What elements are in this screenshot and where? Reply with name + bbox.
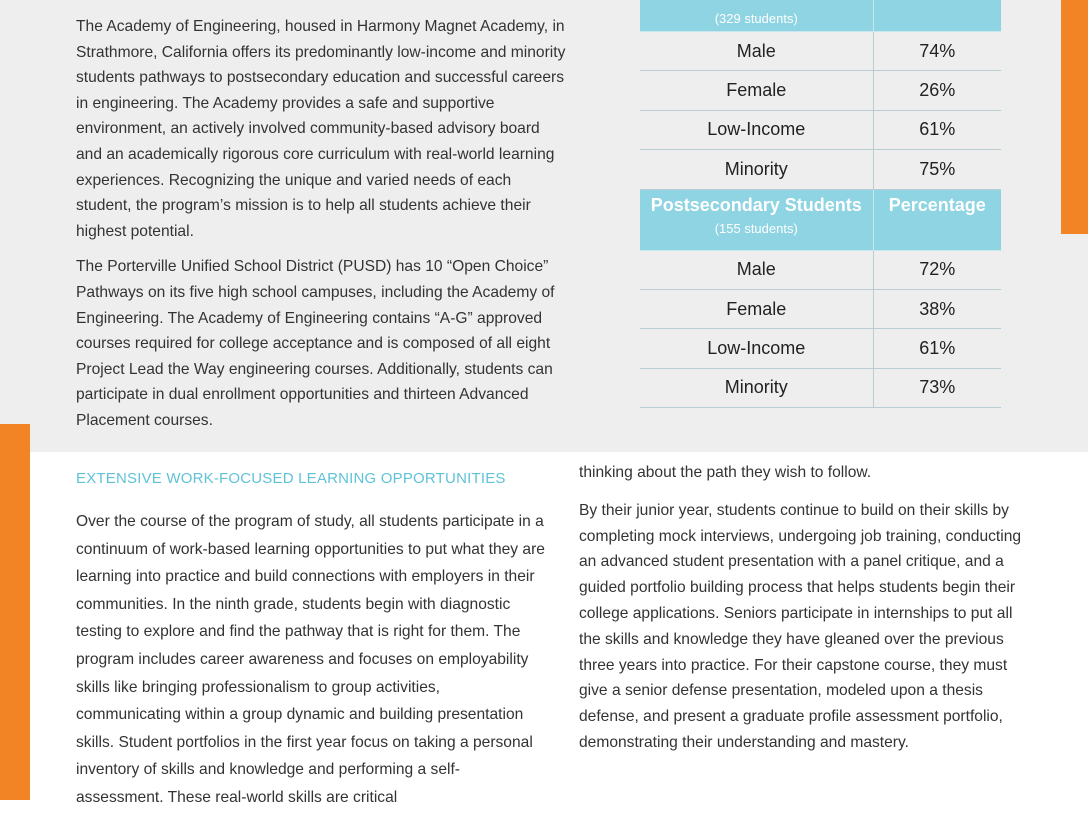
orange-accent-bar-right (1061, 0, 1088, 234)
table-row (640, 289, 1001, 328)
table-row (640, 329, 1001, 368)
left-paragraph: Over the course of the program of study, all students participate in a continuum of work-based learning opportunities to put what they are learning into practice and build connections with employers in their communities. In the ninth grade, students begin with diagnostic testing to explore and find the pathway that is right for them. The program includes career awareness and focuses on employability skills like bringing professionalism to group activities, communicating within a group dynamic and building presentation skills. Student portfolios in the first year focus on taking a personal inventory of skills and knowledge and performing a self-assessment. These real-world skills are critical (76, 513, 545, 806)
section-title: EXTENSIVE WORK-FOCUSED LEARNING OPPORTUNITIES (76, 470, 506, 487)
intro-paragraph-1: The Academy of Engineering, housed in Harmony Magnet Academy, in Strathmore, California offers its predominantly low-income and minority students pathways to postsecondary education and successful careers in engineering. The Academy provides a safe and supportive environment, an actively involved community-based advisory board and an academically rigorous core curriculum with real-world learning experiences. Recognizing the unique and varied needs of each student, the program’s mission is to help all students achieve their highest potential. (76, 18, 566, 240)
postsecondary-students-title: Postsecondary Students (650, 194, 862, 215)
table-row (640, 71, 1001, 110)
right-paragraph-1: thinking about the path they wish to follow. (579, 464, 872, 481)
postsecondary-students-header (640, 189, 1001, 250)
student-demographics-table (640, 0, 1001, 408)
intro-text (76, 14, 566, 444)
orange-accent-bar-left (0, 424, 30, 800)
row-label: Male (640, 32, 873, 71)
left-column-text (76, 508, 546, 824)
row-label: Female (640, 289, 873, 328)
table-row (640, 368, 1001, 407)
row-label: Male (640, 250, 873, 289)
table-row (640, 110, 1001, 149)
row-label: Female (640, 71, 873, 110)
row-label: Low-Income (640, 329, 873, 368)
row-value: 74% (873, 32, 1001, 71)
row-label: Minority (640, 368, 873, 407)
row-value: 72% (873, 250, 1001, 289)
table-row (640, 150, 1001, 189)
row-value: 26% (873, 71, 1001, 110)
row-value: 73% (873, 368, 1001, 407)
right-column-text (579, 460, 1034, 768)
table-row (640, 250, 1001, 289)
row-value: 61% (873, 329, 1001, 368)
row-label: Low-Income (640, 110, 873, 149)
row-value: 75% (873, 150, 1001, 189)
row-label: Minority (640, 150, 873, 189)
right-paragraph-2: By their junior year, students continue to build on their skills by completing mock interviews, undergoing job training, conducting an advanced student presentation with a panel critique, and a guided portfolio building process that helps students begin their college applications. Seniors participate in internships to put all the skills and knowledge they have gleaned over the previous three years into practice. For their capstone course, they must give a senior defense presentation, modeled upon a thesis defense, and present a graduate profile assessment portfolio, demonstrating their understanding and mastery. (579, 501, 1022, 751)
percentage-header: Percentage (888, 194, 986, 215)
row-value: 38% (873, 289, 1001, 328)
intro-paragraph-2: The Porterville Unified School District (PUSD) has 10 “Open Choice” Pathways on its five high school campuses, including the Academy of Engineering. The Academy of Engineering contains “A-G” approved courses required for college acceptance and is composed of all eight Project Lead the Way engineering courses. Additionally, students can participate in dual enrollment opportunities and thirteen Advanced Placement courses. (76, 258, 555, 429)
current-students-header (640, 0, 1001, 32)
postsecondary-students-count: (155 students) (714, 220, 798, 236)
current-students-count: (329 students) (714, 11, 798, 26)
table-row (640, 32, 1001, 71)
row-value: 61% (873, 110, 1001, 149)
